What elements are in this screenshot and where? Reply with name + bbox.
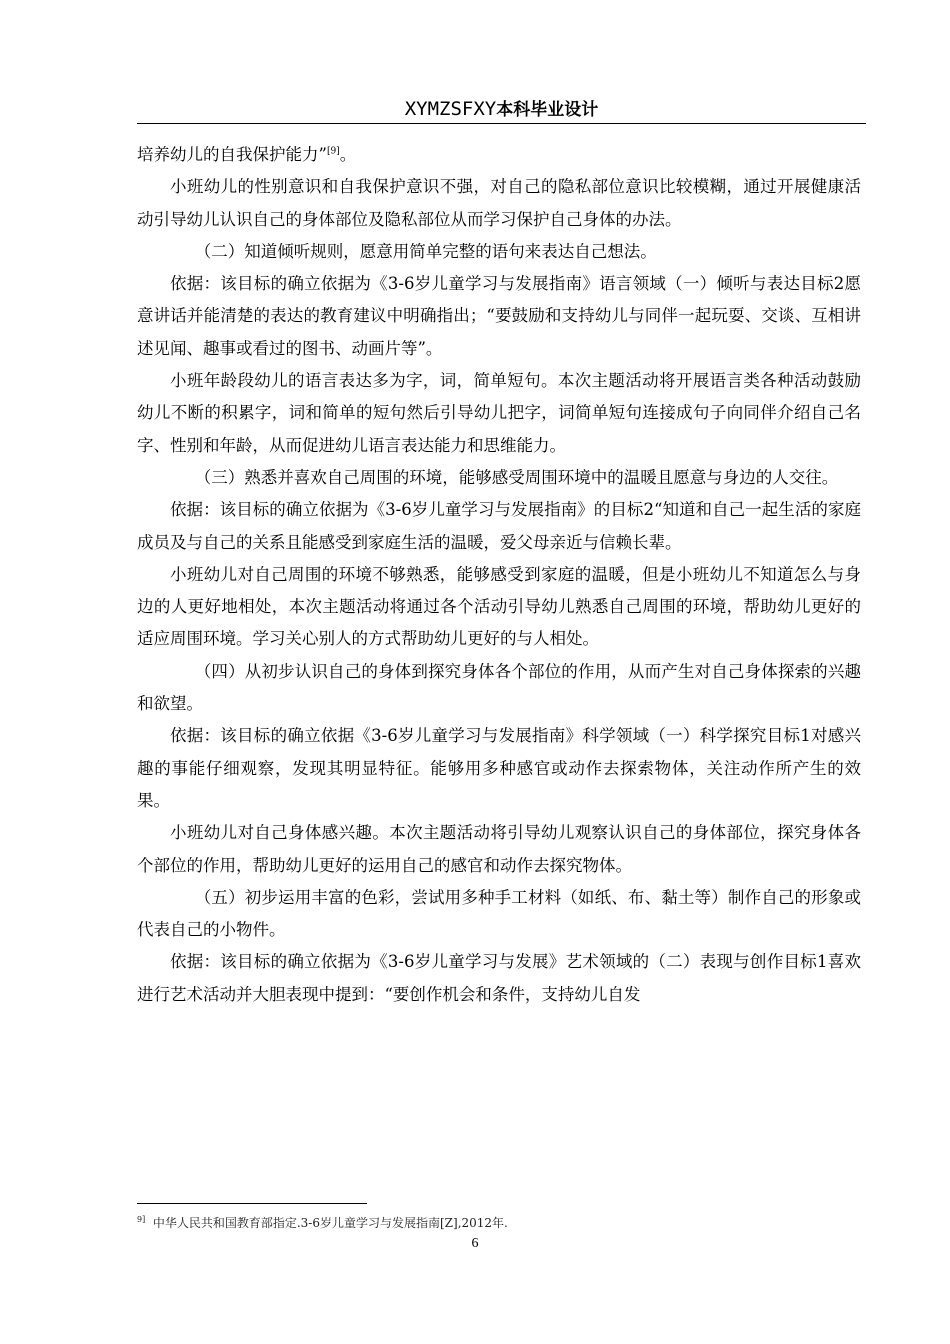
paragraph: 小班幼儿的性别意识和自我保护意识不强，对自己的隐私部位意识比较模糊，通过开展健康活动引导幼儿认识自己的身体部位及隐私部位从而学习保护自己身体的办法。 — [137, 177, 861, 229]
footnote — [137, 1211, 861, 1232]
page-number: 6 — [471, 1236, 479, 1251]
paragraph: 小班幼儿对自己身体感兴趣。本次主题活动将引导幼儿观察认识自己的身体部位，探究身体各个部位的作用，帮助幼儿更好的运用自己的感官和动作去探究物体。 — [137, 823, 861, 875]
header-rule — [137, 123, 866, 124]
paragraph: 小班幼儿对自己周围的环境不够熟悉，能够感受到家庭的温暖，但是小班幼儿不知道怎么与身边的人更好地相处，本次主题活动将通过各个活动引导幼儿熟悉自己周围的环境，帮助幼儿更好的适应周围环境。学习关心别人的方式帮助幼儿更好的与人相处。 — [137, 564, 861, 649]
section-heading: （四）从初步认识自己的身体到探究身体各个部位的作用，从而产生对自己身体探索的兴趣和欲望。 — [137, 661, 861, 714]
citation-ref: [9] — [326, 146, 340, 157]
paragraph: 小班年龄段幼儿的语言表达多为字，词，简单短句。本次主题活动将开展语言类各种活动鼓励幼儿不断的积累字，词和简单的短句然后引导幼儿把字，词简单短句连接成句子向同伴介绍自己名字、性别和年龄，从而促进幼儿语言表达能力和思维能力。 — [137, 371, 861, 455]
body-text — [137, 139, 861, 1011]
paragraph: 依据：该目标的确立依据为《3-6岁儿童学习与发展》艺术领域的（二）表现与创作目标1喜欢进行艺术活动并大胆表现中提到：“要创作机会和条件，支持幼儿自发 — [137, 952, 861, 1004]
section-heading: （五）初步运用丰富的色彩，尝试用多种手工材料（如纸、布、黏土等）制作自己的形象或代表自己的小物件。 — [137, 887, 861, 940]
header-code: XYMZSFXY — [404, 98, 497, 120]
section-heading: （二）知道倾听规则，愿意用简单完整的语句来表达自己想法。 — [194, 241, 657, 261]
page-header — [137, 97, 866, 123]
section-heading: （三）熟悉并喜欢自己周围的环境，能够感受周围环境中的温暖且愿意与身边的人交往。 — [194, 467, 839, 487]
paragraph: 依据：该目标的确立依据《3-6岁儿童学习与发展指南》科学领域（一）科学探究目标1对感兴趣的事能仔细观察，发现其明显特征。能够用多种感官或动作去探索物体，关注动作所产生的效果。 — [137, 726, 861, 810]
paragraph: 培养幼儿的自我保护能力”[9]。 — [137, 145, 357, 164]
header-title: 本科毕业设计 — [496, 100, 599, 120]
paragraph: 依据：该目标的确立依据为《3-6岁儿童学习与发展指南》语言领域（一）倾听与表达目标2愿意讲话并能清楚的表达的教育建议中明确指出；“要鼓励和支持幼儿与同伴一起玩耍、交谈、互相讲述见闻、趣事或看过的图书、动画片等”。 — [137, 274, 861, 358]
footnote-mark: 9] — [137, 1215, 146, 1224]
footnote-text: 中华人民共和国教育部指定.3-6岁儿童学习与发展指南[Z],2012年. — [152, 1216, 508, 1230]
paragraph: 依据：该目标的确立依据为《3-6岁儿童学习与发展指南》的目标2“知道和自己一起生活的家庭成员及与自己的关系且能感受到家庭生活的温暖，爱父母亲近与信赖长辈。 — [137, 500, 861, 552]
footnote-rule — [137, 1203, 367, 1204]
